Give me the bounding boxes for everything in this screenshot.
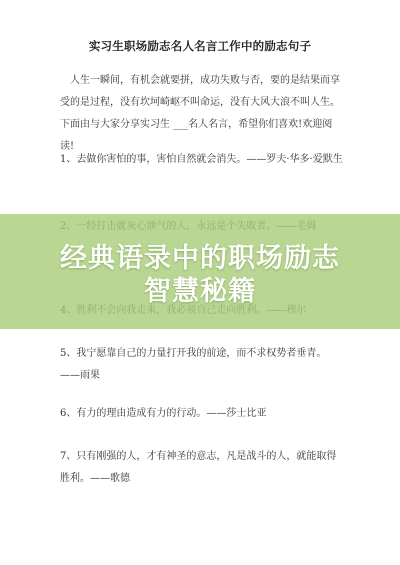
- banner-title-line2: 智慧秘籍: [144, 276, 256, 307]
- intro-paragraph: 人生一瞬间，有机会就要拼，成功失败与否，要的是结果而享受的是过程，没有坎坷崎岖不叫命运，没有大风大浪不叫人生。下面由与大家分享实习生 ___名人名言，希望你们喜欢!欢迎阅读!: [60, 75, 340, 152]
- document-title: 实习生职场励志名人名言工作中的励志句子: [88, 39, 312, 53]
- quote-item: 5、我宁愿靠自己的力量打开我的前途，而不求权势者垂青。——雨果: [60, 348, 327, 381]
- banner-title-line1: 经典语录中的职场励志: [60, 243, 340, 274]
- quote-item: 6、有力的理由造成有力的行动。——莎士比亚: [60, 408, 267, 419]
- quote-item: 7、只有刚强的人，才有神圣的意志，凡是战斗的人，就能取得胜利。——歌德: [60, 451, 337, 484]
- banner-title: [0, 242, 400, 308]
- quote-item: 1、去做你害怕的事，害怕自然就会消失。——罗夫·华多·爱默生: [60, 154, 343, 165]
